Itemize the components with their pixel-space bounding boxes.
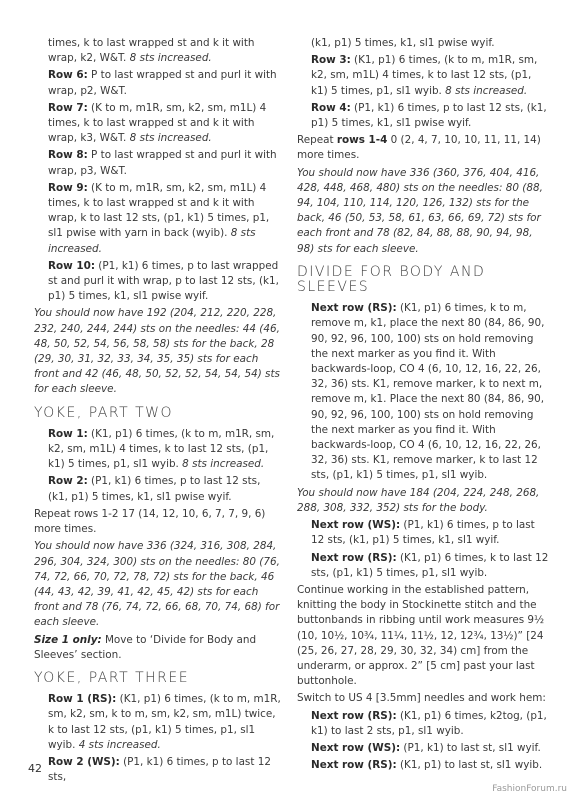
left-column xyxy=(34,36,282,787)
row-label: Next row (RS): xyxy=(311,302,397,315)
row-label: Row 10: xyxy=(48,259,95,272)
row-7 xyxy=(34,101,282,147)
yoke2-row-1 xyxy=(34,427,282,473)
instruction-text: (K1, p1) 6 times, (k to m, m1R, sm, k2, sm, m1L) 4 times, k to last 12 sts, (p1, k1) 5 times, p1, sl1 wyib. xyxy=(311,54,538,97)
increase-note: 8 sts increased. xyxy=(129,132,212,145)
row-label: Row 8: xyxy=(48,149,88,162)
row-label: Next row (RS): xyxy=(311,551,397,564)
row-label: Row 1 (RS): xyxy=(48,693,117,706)
instruction-text: (K to m, m1R, sm, k2, sm, m1L) 4 times, k to last wrapped st and k it with wrap, k to last 12 sts, (p1, k1) 5 times, p1, sl1 pwise with yarn in back (wyib). xyxy=(48,181,270,240)
increase-note: 8 sts increased. xyxy=(182,458,265,471)
size-note xyxy=(34,633,282,663)
stitch-count-note xyxy=(297,486,551,516)
repeat-instruction: Repeat rows 1-2 17 (14, 12, 10, 6, 7, 7, 9, 6) more times. xyxy=(34,507,266,536)
stitch-count-text: You should now have 336 (360, 376, 404, 416, 428, 448, 468, 480) sts on the needles: 80 (88, 94, 104, 110, 114, 120, 126, 132) sts for the back, 46 (50, 53, 58, 61, 63, 66, 69, 72) sts for each front and 78 (82, 84, 88, 88, 90, 94, 98, 98) sts for each sleeve. xyxy=(297,166,543,255)
instruction-text: Repeat xyxy=(297,134,337,147)
row-label: Next row (RS): xyxy=(311,709,397,722)
hem-row-rs xyxy=(297,709,551,739)
yoke3-row-1 xyxy=(34,692,282,753)
hem-row-rs-2 xyxy=(297,758,551,773)
row-label: Next row (WS): xyxy=(311,741,401,754)
row-label: rows 1-4 xyxy=(336,134,388,147)
instruction-text: (K1, p1) 6 times, (k to m, m1R, sm, k2, sm, k to m, sm, k2, sm, m1L) twice, k to last 12 sts, (p1, k1) 5 times, p1, sl1 wyib. xyxy=(48,693,281,751)
yoke3-row-4 xyxy=(297,101,551,131)
instruction-text: (P1, k1) 6 times, p to last 12 sts, (k1, p1) 5 times, k1, sl1 pwise wyif. xyxy=(48,475,261,503)
instruction-text: P to last wrapped st and purl it with wrap, p2, W&T. xyxy=(48,69,277,97)
instruction-text: (K1, p1) to last st, sl1 wyib. xyxy=(396,759,543,772)
yoke2-row-2 xyxy=(34,474,282,504)
instruction-text: P to last wrapped st and purl it with wrap, p3, W&T. xyxy=(48,149,277,177)
continue-instruction: Continue working in the established pattern, knitting the body in Stockinette stitch and the buttonbands in ribbing until work measures 9½ (10, 10½, 10¾, 11¼, 11½, 12, 12¾, 13½)” [24 (25, 26, 27, 28, 29, 30, 32, 34) cm] from the underarm, or approx. 2” [5 cm] past your last buttonhole. xyxy=(297,583,545,688)
stitch-count-text: You should now have 184 (204, 224, 248, 268, 288, 308, 332, 352) sts for the body. xyxy=(297,486,540,514)
increase-note: 8 sts increased. xyxy=(129,52,212,65)
section-heading-yoke-part-two: YOKE, PART TWO xyxy=(34,404,173,421)
row-8 xyxy=(34,148,282,178)
instruction-text: (K1, p1) 6 times, (k to m, m1R, sm, k2, sm, m1L) 4 times, k to last 12 sts, (p1, k1) 5 times, p1, sl1 wyib. xyxy=(48,427,275,471)
instruction-text: (P1, k1) 6 times, p to last 12 sts, (k1, p1) 5 times, k1, sl1 wyif. xyxy=(311,519,535,547)
row-6 xyxy=(34,68,282,98)
divide-row-rs-2 xyxy=(297,551,551,581)
size-label: Size 1 only: xyxy=(34,633,102,646)
stitch-count-note xyxy=(34,539,282,630)
row-label: Row 7: xyxy=(48,101,88,114)
row-10 xyxy=(34,259,282,305)
increase-note: 8 sts increased. xyxy=(445,84,528,97)
row-label: Row 4: xyxy=(311,101,351,114)
instruction-text: Move to ‘Divide for Body and Sleeves’ section. xyxy=(34,633,257,661)
instruction-text: (P1, k1) 6 times, p to last 12 sts, xyxy=(48,755,271,784)
row-label: Row 6: xyxy=(48,69,88,82)
row-label: Row 2 (WS): xyxy=(48,755,120,768)
instruction-text: (K1, p1) 6 times, k2tog, (p1, k1) to last 2 sts, p1, sl1 wyib. xyxy=(311,709,547,737)
switch-needles-instruction: Switch to US 4 [3.5mm] needles and work hem: xyxy=(297,692,546,705)
instruction-text: (K1, p1) 6 times, k to last 12 sts, (p1, k1) 5 times, p1, sl1 wyib. xyxy=(311,551,549,579)
increase-note: 8 sts increased. xyxy=(48,227,256,255)
stitch-count-note xyxy=(297,166,551,257)
instruction-text: 0 (2, 4, 7, 10, 10, 11, 11, 14) more times. xyxy=(297,134,541,162)
stitch-count-note xyxy=(34,306,282,397)
instruction-text: (K to m, m1R, sm, k2, sm, m1L) 4 times, k to last wrapped st and k it with wrap, k3, W&T. xyxy=(48,101,267,145)
section-heading-yoke-part-three: YOKE, PART THREE xyxy=(34,669,190,686)
row-5-continued xyxy=(34,36,282,66)
divide-row-rs xyxy=(297,301,551,483)
row-label: Next row (RS): xyxy=(311,759,397,772)
instruction-text: (P1, k1) to last st, sl1 wyif. xyxy=(400,741,541,754)
row-9 xyxy=(34,181,282,257)
section-heading-divide: DIVIDE FOR BODY AND SLEEVES xyxy=(297,263,486,296)
row-label: Row 3: xyxy=(311,54,351,67)
repeat-instruction xyxy=(297,133,551,163)
increase-note: 4 sts increased. xyxy=(78,738,161,751)
row-label: Next row (WS): xyxy=(311,519,401,532)
row-label: Row 2: xyxy=(48,475,88,488)
right-column xyxy=(297,36,551,775)
row-label: Row 1: xyxy=(48,427,88,440)
stitch-count-text: You should now have 192 (204, 212, 220, 228, 232, 240, 244, 244) sts on the needles: 44 (46, 48, 50, 52, 54, 56, 58, 58) sts for the back, 28 (29, 30, 31, 32, 33, 34, 35, 35) sts for each front and 42 (46, 48, 50, 52, 52, 54, 54, 54) sts for each sleeve. xyxy=(34,307,280,396)
instruction-text: times, k to last wrapped st and k it with wrap, k2, W&T. xyxy=(48,37,255,65)
stitch-count-text: You should now have 336 (324, 316, 308, 284, 296, 304, 324, 300) sts on the needles: 80 (76, 74, 72, 66, 70, 72, 78, 72) sts for the back, 46 (44, 43, 42, 39, 41, 42, 45, 42) sts for each front and 78 (76, 74, 72, 66, 68, 70, 74, 68) for each sleeve. xyxy=(34,540,280,629)
instruction-text: (P1, k1) 6 times, p to last wrapped st and purl it with wrap, p to last 12 sts, (k1, p1) 5 times, k1, sl1 pwise wyif. xyxy=(48,259,279,303)
yoke3-row-2 xyxy=(34,755,282,785)
row-label: Row 9: xyxy=(48,181,88,194)
instruction-text: (K1, p1) 6 times, k to m, remove m, k1, place the next 80 (84, 86, 90, 90, 92, 96, 100, 100) sts on hold removing the next marker as you find it. With backwards-loop, CO 4 (6, 10, 12, 16, 22, 26, 32, 36) sts. K1, remove marker, k to next m, remove m, k1. Place the next 80 (84, 86, 90, 90, 92, 96, 100, 100) sts on hold removing the next marker as you find it. With backwards-loop, CO 4 (6, 10, 12, 16, 22, 26, 32, 36) sts. K1, remove marker, k to last 12 sts, (p1, k1) 5 times, p1, sl1 wyib. xyxy=(311,302,545,482)
yoke3-row-3 xyxy=(297,53,551,99)
divide-row-ws xyxy=(297,518,551,548)
hem-row-ws xyxy=(297,741,551,756)
page-number: 42 xyxy=(28,762,42,775)
instruction-text: (P1, k1) 6 times, p to last 12 sts, (k1, p1) 5 times, k1, sl1 pwise wyif. xyxy=(311,101,547,130)
watermark: FashionForum.ru xyxy=(492,784,567,794)
yoke3-row-2-continued: (k1, p1) 5 times, k1, sl1 pwise wyif. xyxy=(311,37,495,49)
